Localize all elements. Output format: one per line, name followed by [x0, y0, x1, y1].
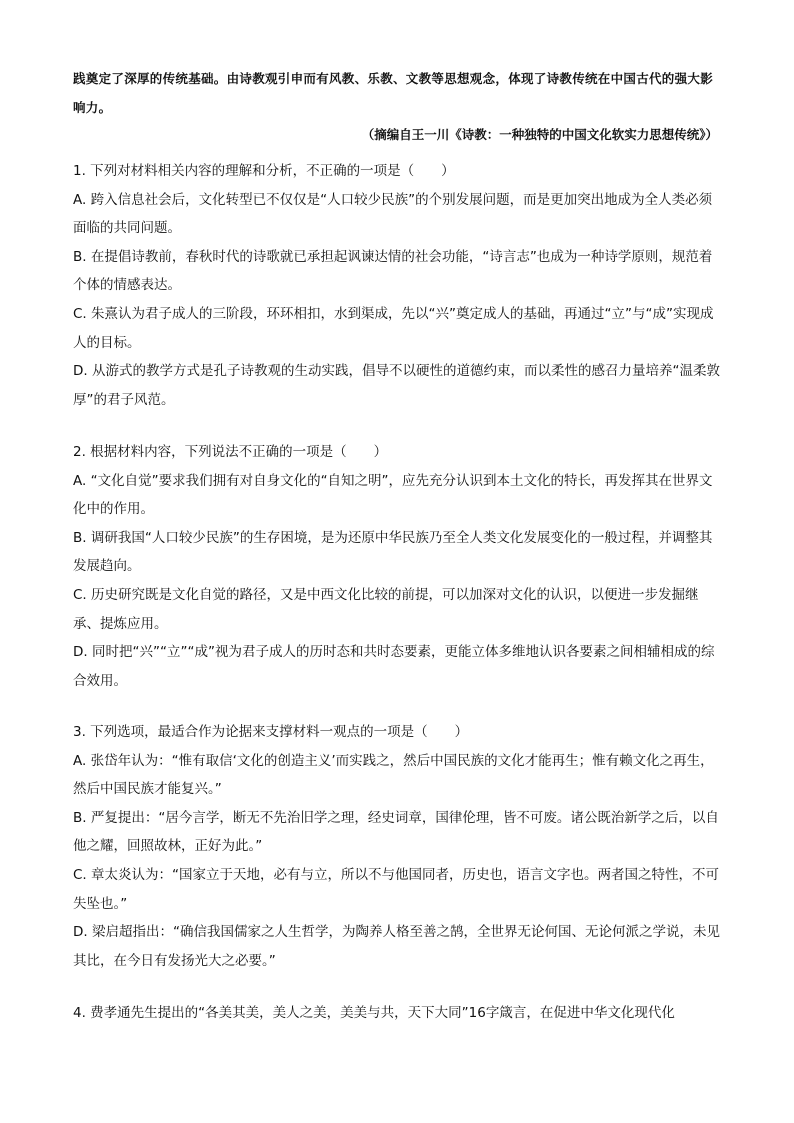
source-citation: （摘编自王一川《诗教：一种独特的中国文化软实力思想传统》） [361, 127, 718, 142]
option-a: A. 跨入信息社会后，文化转型已不仅仅是“人口较少民族”的个别发展问题，而是更加突出地成为全人类必须面临的共同问题。 [73, 191, 713, 237]
option-a: A. 张岱年认为：“惟有取信‘文化的创造主义’而实践之，然后中国民族的文化才能再生；惟有赖文化之再生，然后中国民族才能复兴。” [73, 752, 714, 798]
question-4 [73, 999, 723, 1028]
option-d: D. 梁启超指出：“确信我国儒家之人生哲学，为陶养人格至善之鹄，全世界无论何国、无论何派之学说，未见其比，在今日有发扬光大之必要。” [73, 924, 720, 969]
option-b: B. 严复提出：“居今言学，断无不先治旧学之理，经史词章，国律伦理，皆不可废。诸公既治新学之后，以自他之耀，回照故林，正好为此。” [73, 809, 719, 855]
question-stem: 3. 下列选项，最适合作为论据来支撑材料一观点的一项是（ ） [73, 724, 469, 740]
option-b: B. 在提倡诗教前，春秋时代的诗歌就已承担起讽谏达情的社会功能，“诗言志”也成为一种诗学原则，规范着个体的情感表达。 [73, 248, 713, 294]
question-3 [73, 718, 723, 975]
question-stem: 2. 根据材料内容，下列说法不正确的一项是（ ） [73, 444, 388, 460]
question-stem: 4. 费孝通先生提出的“各美其美，美人之美，美美与共，天下大同”16字箴言，在促进中华文化现代化 [73, 1005, 675, 1021]
option-a: A. “文化自觉”要求我们拥有对自身文化的“自知之明”，应先充分认识到本土文化的特长，再发挥其在世界文化中的作用。 [73, 472, 713, 518]
question-2 [73, 438, 723, 695]
option-c: C. 章太炎认为：“国家立于天地，必有与立，所以不与他国同者，历史也，语言文字也。两者国之特性，不可失坠也。” [73, 866, 720, 912]
option-c: C. 历史研究既是文化自觉的路径，又是中西文化比较的前提，可以加深对文化的认识，以便进一步发掘继承、提炼应用。 [73, 586, 699, 632]
intro-paragraph: 践奠定了深厚的传统基础。由诗教观引申而有风教、乐教、文教等思想观念，体现了诗教传统在中国古代的强大影响力。 [73, 71, 714, 115]
option-c: C. 朱熹认为君子成人的三阶段，环环相扣，水到渠成，先以“兴”奠定成人的基础，再通过“立”与“成”实现成人的目标。 [73, 305, 714, 351]
option-d: D. 从游式的教学方式是孔子诗教观的生动实践，倡导不以硬性的道德约束，而以柔性的感召力量培养“温柔敦厚”的君子风范。 [73, 363, 720, 408]
question-1 [73, 157, 723, 414]
option-d: D. 同时把“兴”“立”“成”视为君子成人的历时态和共时态要素，更能立体多维地认识各要素之间相辅相成的综合效用。 [73, 644, 715, 689]
option-b: B. 调研我国“人口较少民族”的生存困境，是为还原中华民族乃至全人类文化发展变化的一般过程，并调整其发展趋向。 [73, 529, 713, 575]
question-stem: 1. 下列对材料相关内容的理解和分析，不正确的一项是（ ） [73, 163, 455, 179]
